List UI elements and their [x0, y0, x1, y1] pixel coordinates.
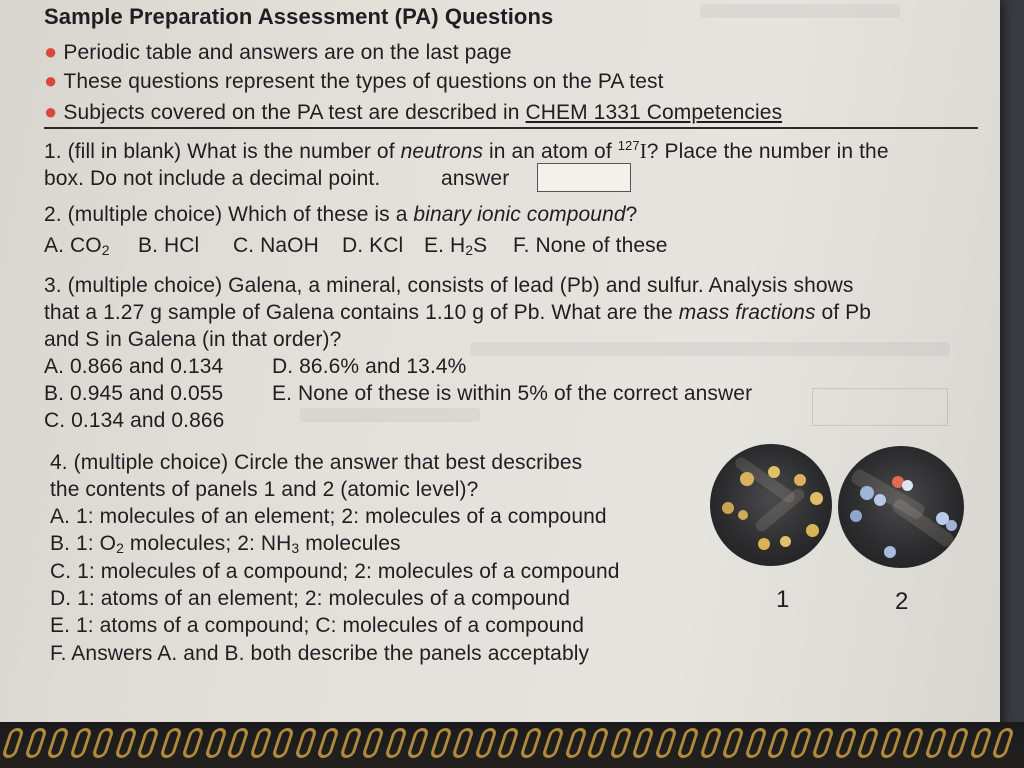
show-through — [300, 408, 480, 422]
atom-ball — [806, 524, 819, 537]
bullet-item: ● Subjects covered on the PA test are described in CHEM 1331 Competencies — [44, 99, 783, 124]
bullet-icon: ● — [44, 99, 58, 124]
atom-ball — [738, 510, 748, 520]
atom-ball — [884, 546, 896, 558]
header-divider — [44, 127, 978, 129]
q2-option-f[interactable]: F. None of these — [513, 234, 668, 257]
atom-ball — [946, 520, 957, 531]
atom-ball — [758, 538, 770, 550]
answer-input-box[interactable] — [537, 163, 631, 192]
bullet-icon: ● — [44, 39, 58, 64]
question-3-line-1: 3. (multiple choice) Galena, a mineral, consists of lead (Pb) and sulfur. Analysis shows — [44, 274, 854, 297]
question-4-line-2: the contents of panels 1 and 2 (atomic level)? — [50, 478, 479, 501]
atom-ball — [768, 466, 780, 478]
panel-2-label: 2 — [895, 588, 909, 615]
q2-option-a[interactable]: A. $CO_2$ — [44, 234, 110, 258]
question-1-line-1: 1. (fill in blank) What is the number of neutrons in an atom of $^{127}$I? Place the number in the — [44, 138, 889, 163]
panel-1-illustration — [710, 444, 832, 566]
atom-ball — [874, 494, 886, 506]
atom-ball — [794, 474, 806, 486]
question-4-line-1: 4. (multiple choice) Circle the answer that best describes — [50, 451, 583, 474]
bullet-item: ● These questions represent the types of questions on the PA test — [44, 68, 664, 93]
atom-ball — [722, 502, 734, 514]
q3-option-c[interactable]: C. 0.134 and 0.866 — [44, 409, 225, 432]
q4-option-b[interactable]: B. 1: $O_2$ molecules; 2: $NH_3$ molecules — [50, 532, 401, 556]
q4-option-f[interactable]: F. Answers A. and B. both describe the panels acceptably — [50, 642, 590, 665]
question-3-line-2: that a 1.27 g sample of Galena contains 1.10 g of Pb. What are the mass fractions of Pb — [44, 301, 872, 324]
q3-option-b[interactable]: B. 0.945 and 0.055 — [44, 382, 224, 405]
q2-option-d[interactable]: D. KCl — [342, 234, 404, 257]
show-through — [812, 388, 948, 426]
question-2-stem: 2. (multiple choice) Which of these is a binary ionic compound? — [44, 203, 638, 226]
q2-option-e[interactable]: E. $H_2S$ — [424, 234, 488, 258]
atom-ball — [902, 480, 913, 491]
q4-option-a[interactable]: A. 1: molecules of an element; 2: molecules of a compound — [50, 505, 607, 528]
question-1-line-2: box. Do not include a decimal point. — [44, 167, 381, 190]
panel-1-label: 1 — [776, 586, 790, 613]
competencies-link[interactable]: CHEM 1331 Competencies — [525, 101, 783, 124]
q3-option-a[interactable]: A. 0.866 and 0.134 — [44, 355, 224, 378]
show-through — [470, 342, 950, 356]
atom-ball — [860, 486, 874, 500]
question-3-line-3: and S in Galena (in that order)? — [44, 328, 342, 351]
q4-option-e[interactable]: E. 1: atoms of a compound; C: molecules of a compound — [50, 614, 585, 637]
q2-option-c[interactable]: C. NaOH — [233, 234, 319, 257]
atom-ball — [810, 492, 823, 505]
show-through — [700, 4, 900, 18]
q4-option-c[interactable]: C. 1: molecules of a compound; 2: molecules of a compound — [50, 560, 620, 583]
q2-option-b[interactable]: B. HCl — [138, 234, 200, 257]
atom-ball — [780, 536, 791, 547]
answer-label: answer — [441, 167, 510, 190]
q3-option-d[interactable]: D. 86.6% and 13.4% — [272, 355, 467, 378]
page-title: Sample Preparation Assessment (PA) Questions — [44, 4, 554, 29]
bullet-item: ● Periodic table and answers are on the last page — [44, 39, 512, 64]
atom-ball — [740, 472, 754, 486]
atom-ball — [850, 510, 862, 522]
bullet-icon: ● — [44, 68, 58, 93]
q4-option-d[interactable]: D. 1: atoms of an element; 2: molecules of a compound — [50, 587, 571, 610]
q3-option-e[interactable]: E. None of these is within 5% of the correct answer — [272, 382, 753, 405]
panel-2-illustration — [838, 446, 964, 568]
